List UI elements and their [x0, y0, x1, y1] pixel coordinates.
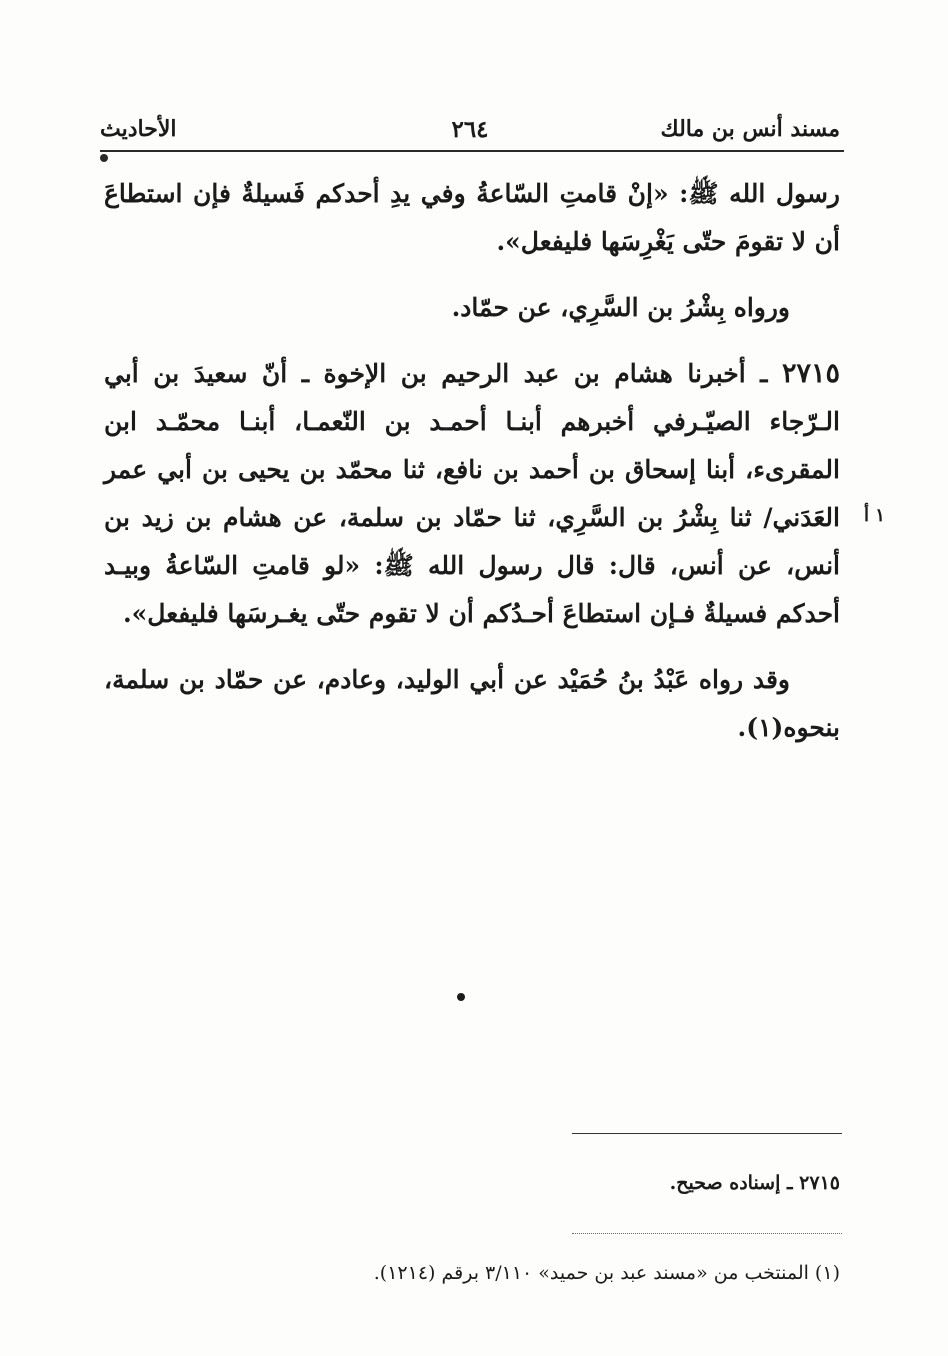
footnote-rule: [572, 1133, 842, 1134]
main-text: [104, 170, 840, 770]
paragraph-4: وقد رواه عَبْدُ بنُ حُمَيْد عن أبي الوليد، وعادم، عن حمّاد بن سلمة، بنحوه(١).: [104, 665, 840, 742]
paragraph-1: رسول الله ﷺ: «إنْ قامتِ السّاعةُ وفي يدِ أحدكم فَسيلةٌ فإن استطاعَ أن لا تقومَ حتّى يَغْرِسَها فليفعل».: [104, 179, 840, 256]
section-title: الأحاديث: [100, 116, 177, 142]
footnote-1: (١) المنتخب من «مسند عبد بن حميد» ٣/١١٠ برقم (١٢١٤).: [373, 1262, 840, 1284]
end-mark: [457, 993, 465, 1001]
header-rule: [100, 150, 844, 152]
hadith-text: ـ أخبرنا هشام بن عبد الرحيم بن الإخوة ـ أنّ سعيدَ بن أبي الـرّجاء الصيّـرفي أخبرهم أبنـا أحمـد بن النّعمـا، أبنـا محمّـد ابن المقرىء، أبنا إسحاق بن أحمد بن نافع، ثنا محمّد بن يحيى بن أبي عمر العَدَني/ ثنا بِشْرُ بن السَّرِي، ثنا حمّاد بن سلمة، عن هشام بن زيد بن أنس، عن أنس، قال: قال رسول الله ﷺ: «لو قامتِ السّاعةُ وبيـد أحدكم فسيلةٌ فـإن استطاعَ أحـدُكم أن لا تقوم حتّى يغـرسَها فليفعل».: [104, 359, 840, 628]
book-title: مسند أنس بن مالك: [660, 116, 840, 142]
page-number: ٢٦٤: [451, 116, 489, 143]
footnote-divider: [572, 1233, 842, 1234]
hadith-number: ٢٧١٥: [781, 358, 840, 389]
hadith-2715: [104, 350, 840, 638]
paragraph-2: ورواه بِشْرُ بن السَّرِي، عن حمّاد.: [451, 293, 790, 322]
margin-folio-note: ١ أ: [864, 505, 885, 526]
running-header: [100, 112, 840, 148]
footnote-hadith: ٢٧١٥ ـ إسناده صحيح.: [669, 1172, 840, 1194]
